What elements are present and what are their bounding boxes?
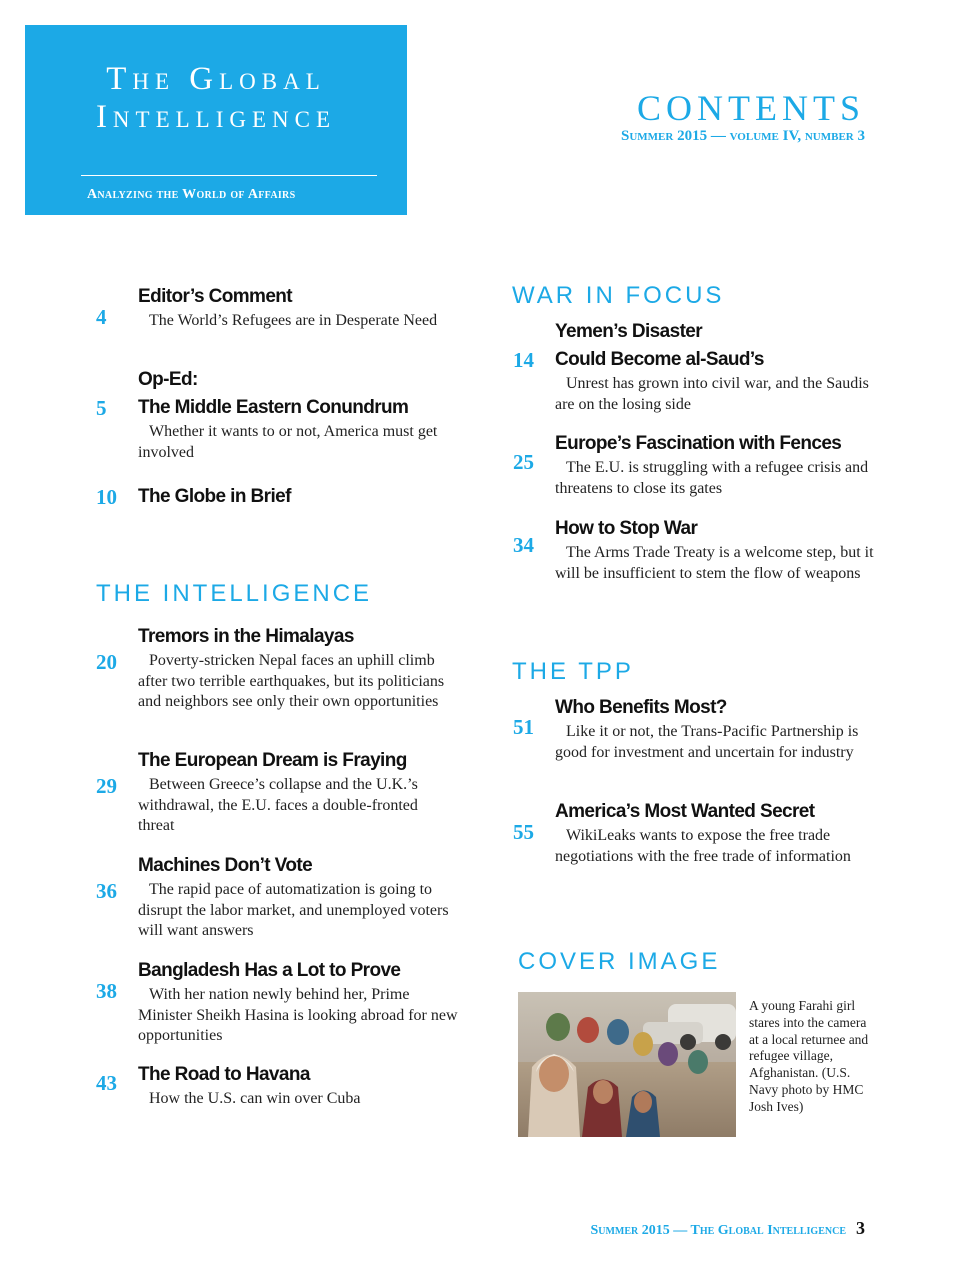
entry-title: Machines Don’t Vote <box>138 855 313 876</box>
entry-desc: The E.U. is struggling with a refugee crisis and threatens to close its gates <box>555 459 869 497</box>
issue-info: Summer 2015 — volume IV, number 3 <box>621 128 865 144</box>
entry-desc: The rapid pace of automatization is going to disrupt the labor market, and unemployed voters will want answers <box>138 881 449 939</box>
entry-title: America’s Most Wanted Secret <box>555 801 815 822</box>
toc-entry[interactable] <box>96 747 458 837</box>
magazine-title: The Global Intelligence <box>95 61 337 135</box>
entry-title: The Road to Havana <box>138 1064 310 1085</box>
entry-desc: The Arms Trade Treaty is a welcome step, but it will be insufficient to stem the flow of weapons <box>555 544 874 582</box>
page-number: 34 <box>513 533 534 557</box>
toc-entry[interactable] <box>96 623 458 713</box>
toc-entry[interactable] <box>513 694 875 763</box>
entry-title: The Globe in Brief <box>138 486 291 507</box>
cover-photo <box>518 992 736 1137</box>
entry-desc: WikiLeaks wants to expose the free trade negotiations with the free trade of information <box>555 827 851 865</box>
toc-entry[interactable] <box>513 318 875 415</box>
page-number: 51 <box>513 715 534 739</box>
entry-desc: Unrest has grown into civil war, and the Saudis are on the losing side <box>555 375 869 413</box>
entry-desc: Whether it wants to or not, America must get involved <box>138 423 438 461</box>
toc-entry[interactable] <box>96 366 458 463</box>
masthead-tagline: Analyzing the World of Affairs <box>87 187 296 202</box>
entry-title: Yemen’s Disaster Could Become al-Saud’s <box>555 321 764 370</box>
entry-desc: The World’s Refugees are in Desperate Need <box>149 312 438 329</box>
page-number: 5 <box>96 396 107 420</box>
section-heading-intelligence: THE INTELLIGENCE <box>96 580 373 607</box>
section-heading-war: WAR IN FOCUS <box>512 282 725 309</box>
cover-caption: A young Farahi girl stares into the camera at a local returnee and refugee village, Afghanistan. (U.S. Navy photo by HMC Josh Ives) <box>749 998 869 1114</box>
contents-title: CONTENTS <box>637 88 865 128</box>
cover-photo-illustration <box>518 992 736 1137</box>
page-number: 14 <box>513 348 534 372</box>
toc-entry[interactable] <box>96 1061 458 1110</box>
page-footer <box>590 1218 865 1239</box>
entry-title: Bangladesh Has a Lot to Prove <box>138 960 401 981</box>
toc-entry[interactable] <box>513 515 875 584</box>
contents-header <box>621 88 865 145</box>
page-number: 29 <box>96 774 117 798</box>
toc-entry[interactable] <box>513 430 875 499</box>
toc-entry[interactable] <box>96 957 458 1047</box>
page-number: 20 <box>96 650 117 674</box>
section-heading-tpp: THE TPP <box>512 658 634 685</box>
masthead <box>25 25 407 215</box>
footer-text: Summer 2015 — The Global Intelligence <box>590 1223 846 1238</box>
page-number: 4 <box>96 305 107 329</box>
entry-desc: Poverty-stricken Nepal faces an uphill climb after two terrible earthquakes, but its politicians and neighbors see only their own opportunities <box>138 652 445 710</box>
page-number: 10 <box>96 485 117 509</box>
toc-entry[interactable] <box>96 852 458 942</box>
page-number: 43 <box>96 1071 117 1095</box>
section-heading-cover: COVER IMAGE <box>518 948 721 975</box>
toc-entry[interactable] <box>96 283 458 332</box>
entry-desc: Like it or not, the Trans-Pacific Partnership is good for investment and uncertain for industry <box>555 723 859 761</box>
entry-title: The European Dream is Fraying <box>138 750 407 771</box>
page-number: 55 <box>513 820 534 844</box>
page-number: 25 <box>513 450 534 474</box>
entry-title: Editor’s Comment <box>138 286 293 307</box>
entry-title: Op-Ed: The Middle Eastern Conundrum <box>138 369 409 418</box>
masthead-rule <box>81 175 377 176</box>
entry-desc: How the U.S. can win over Cuba <box>149 1090 361 1107</box>
page-number: 36 <box>96 879 117 903</box>
entry-desc: With her nation newly behind her, Prime Minister Sheikh Hasina is looking abroad for new opportunities <box>138 986 458 1044</box>
entry-desc: Between Greece’s collapse and the U.K.’s withdrawal, the E.U. faces a double-fronted threat <box>138 776 418 834</box>
entry-title: Who Benefits Most? <box>555 697 727 718</box>
page-number: 38 <box>96 979 117 1003</box>
entry-title: Tremors in the Himalayas <box>138 626 354 647</box>
entry-title: Europe’s Fascination with Fences <box>555 433 842 454</box>
footer-page-number: 3 <box>856 1218 865 1238</box>
entry-title: How to Stop War <box>555 518 698 539</box>
toc-entry[interactable] <box>96 483 458 511</box>
toc-entry[interactable] <box>513 798 875 867</box>
